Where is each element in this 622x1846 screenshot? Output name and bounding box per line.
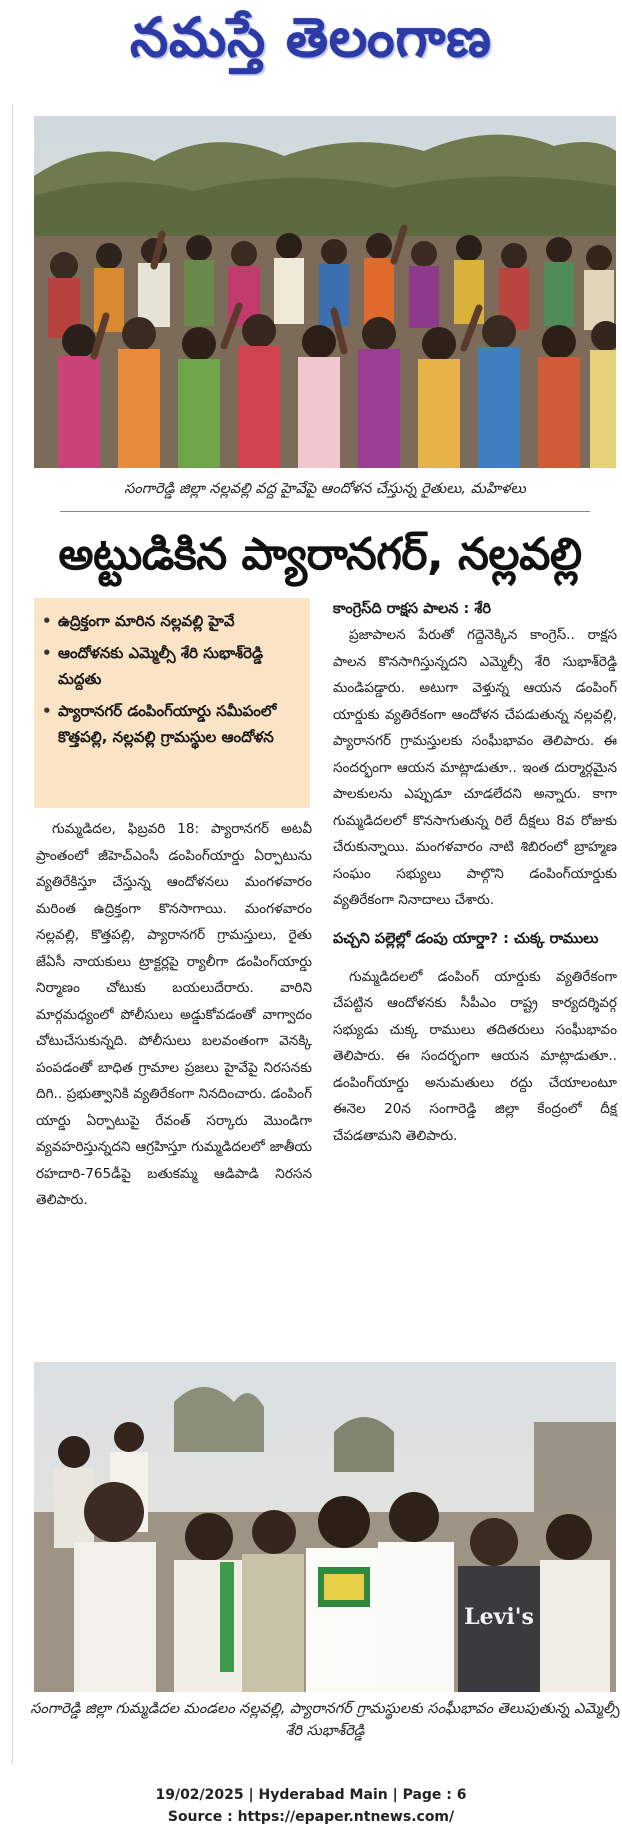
newspaper-title: నమస్తే తెలంగాణ — [130, 6, 492, 69]
caption-divider — [60, 511, 590, 512]
shirt-logo-text: Levi's — [464, 1604, 534, 1630]
margin-rule — [12, 104, 13, 1764]
highlight-item: • ఉద్రిక్తంగా మారిన నల్లవల్లి హైవే — [42, 608, 302, 634]
highlights-box — [34, 598, 310, 808]
solidarity-photo — [34, 1362, 616, 1692]
footer-date-edition: 19/02/2025 | Hyderabad Main | Page : 6 — [155, 1787, 467, 1803]
bottom-photo-caption: సంగారెడ్డి జిల్లా గుమ్మడిదల మండలం నల్లవల్లి, ప్యారానగర్ గ్రామస్థులకు సంఘీభావం తెలుపుతున్న ఎమ్మెల్సీ శేరి సుభాశ్‌రెడ్డి — [30, 1701, 620, 1739]
footer-source: Source : https://epaper.ntnews.com/ — [167, 1809, 455, 1825]
highlight-item: • ఆందోళనకు ఎమ్మెల్సీ శేరి సుభాశ్‌రెడ్డి మద్దతు — [42, 640, 302, 692]
headline: అట్టుడికిన ప్యారానగర్, నల్లవల్లి — [58, 529, 582, 580]
left-column — [36, 816, 312, 1214]
subheading: కాంగ్రెస్‌ది రాక్షస పాలన : శేరి — [333, 601, 491, 617]
article-paragraph: గుమ్మడిదలలో డంపింగ్ యార్డుకు వ్యతిరేకంగా చేపట్టిన ఆందోళనకు సీపీఎం రాష్ట్ర కార్యదర్శివర్గ సభ్యుడు చుక్క రాములు తదితరులు సంఘీభావం తెలిపారు. ఈ సందర్భంగా ఆయన మాట్లాడుతూ.. డంపింగ్‌యార్డు అనుమతులు రద్దు చేయాలంటూ ఈనెల 20న సంగారెడ్డి జిల్లా కేంద్రంలో దీక్ష చేపడతామని తెలిపారు. — [333, 968, 617, 1144]
article-paragraph: ప్రజాపాలన పేరుతో గద్దెనెక్కిన కాంగ్రెస్.. రాక్షస పాలన కొనసాగిస్తున్నదని ఎమ్మెల్సీ శేరి సుభాశ్‌రెడ్డి మండిపడ్డారు. అటుగా వెళ్తున్న ఆయన డంపింగ్ యార్డుకు వ్యతిరేకంగా ఆందోళన చేపడుతున్న నల్లవల్లి, ప్యారానగర్ గ్రామస్తులకు సంఘీభావం తెలిపారు. ఈ సందర్భంగా ఆయన మాట్లాడుతూ.. ఇంత దుర్మార్గమైన పాలకులను ఎప్పుడూ చూడలేదని అన్నారు. కాగా గుమ్మడిదలలో కొనసాగుతున్న రిలే దీక్షలు 8వ రోజుకు చేరుకున్నాయి. మంగళవారం నాటి శిబిరంలో బ్రాహ్మణ సంఘం సభ్యులు పాల్గొని డంపింగ్‌యార్డుకు వ్యతిరేకంగా నినాదాలు చేశారు. — [333, 627, 617, 908]
masthead — [0, 0, 622, 92]
protest-photo — [34, 116, 616, 468]
spacer — [333, 952, 617, 964]
spacer — [333, 914, 617, 926]
top-photo-caption: సంగారెడ్డి జిల్లా నల్లవల్లి వద్ద హైవేపై ఆందోళన చేస్తున్న రైతులు, మహిళలు — [124, 481, 526, 497]
highlight-item: • ప్యారానగర్ డంపింగ్‌యార్డు సమీపంలో కొత్తపల్లి, నల్లవల్లి గ్రామస్థుల ఆందోళన — [42, 698, 302, 750]
article-body: గుమ్మడిదల, ఫిబ్రవరి 18: ప్యారానగర్ అటవీ ప్రాంతంలో జీహెచ్‌ఎంసీ డంపింగ్‌యార్డు ఏర్పాటును వ్యతిరేకిస్తూ చేస్తున్న ఆందోళనలు మంగళవారం మరింత ఉద్రిక్తంగా కొనసాగాయి. మంగళవారం నల్లవల్లి, కొత్తపల్లి, ప్యారానగర్ గ్రామస్తులు, రైతు జేఏసీ నాయకులు ట్రాక్టర్లపై ర్యాలీగా డంపింగ్‌యార్డు నిర్మాణం చోటుకు బయలుదేరారు. వారిని మార్గమధ్యంలో పోలీసులు అడ్డుకోవడంతో వాగ్వాదం చోటుచేసుకున్నది. పోలీసులు బలవంతంగా వెనక్కి పంపడంతో బాధిత గ్రామాల ప్రజలు హైవేపై నిరసనకు దిగి.. ప్రభుత్వానికి వ్యతిరేకంగా నినదించారు. డంపింగ్ యార్డు ఏర్పాటుపై రేవంత్ సర్కారు మొండిగా వ్యవహరిస్తున్నదని ఆగ్రహిస్తూ గుమ్మడిదలలో జాతీయ రహదారి-765డీపై బతుకమ్మ ఆడిపాడి నిరసన తెలిపారు. — [36, 821, 312, 1208]
subheading: పచ్చని పల్లెల్లో డంపు యార్డా? : చుక్క రాములు — [333, 930, 599, 947]
right-column — [333, 596, 617, 1149]
